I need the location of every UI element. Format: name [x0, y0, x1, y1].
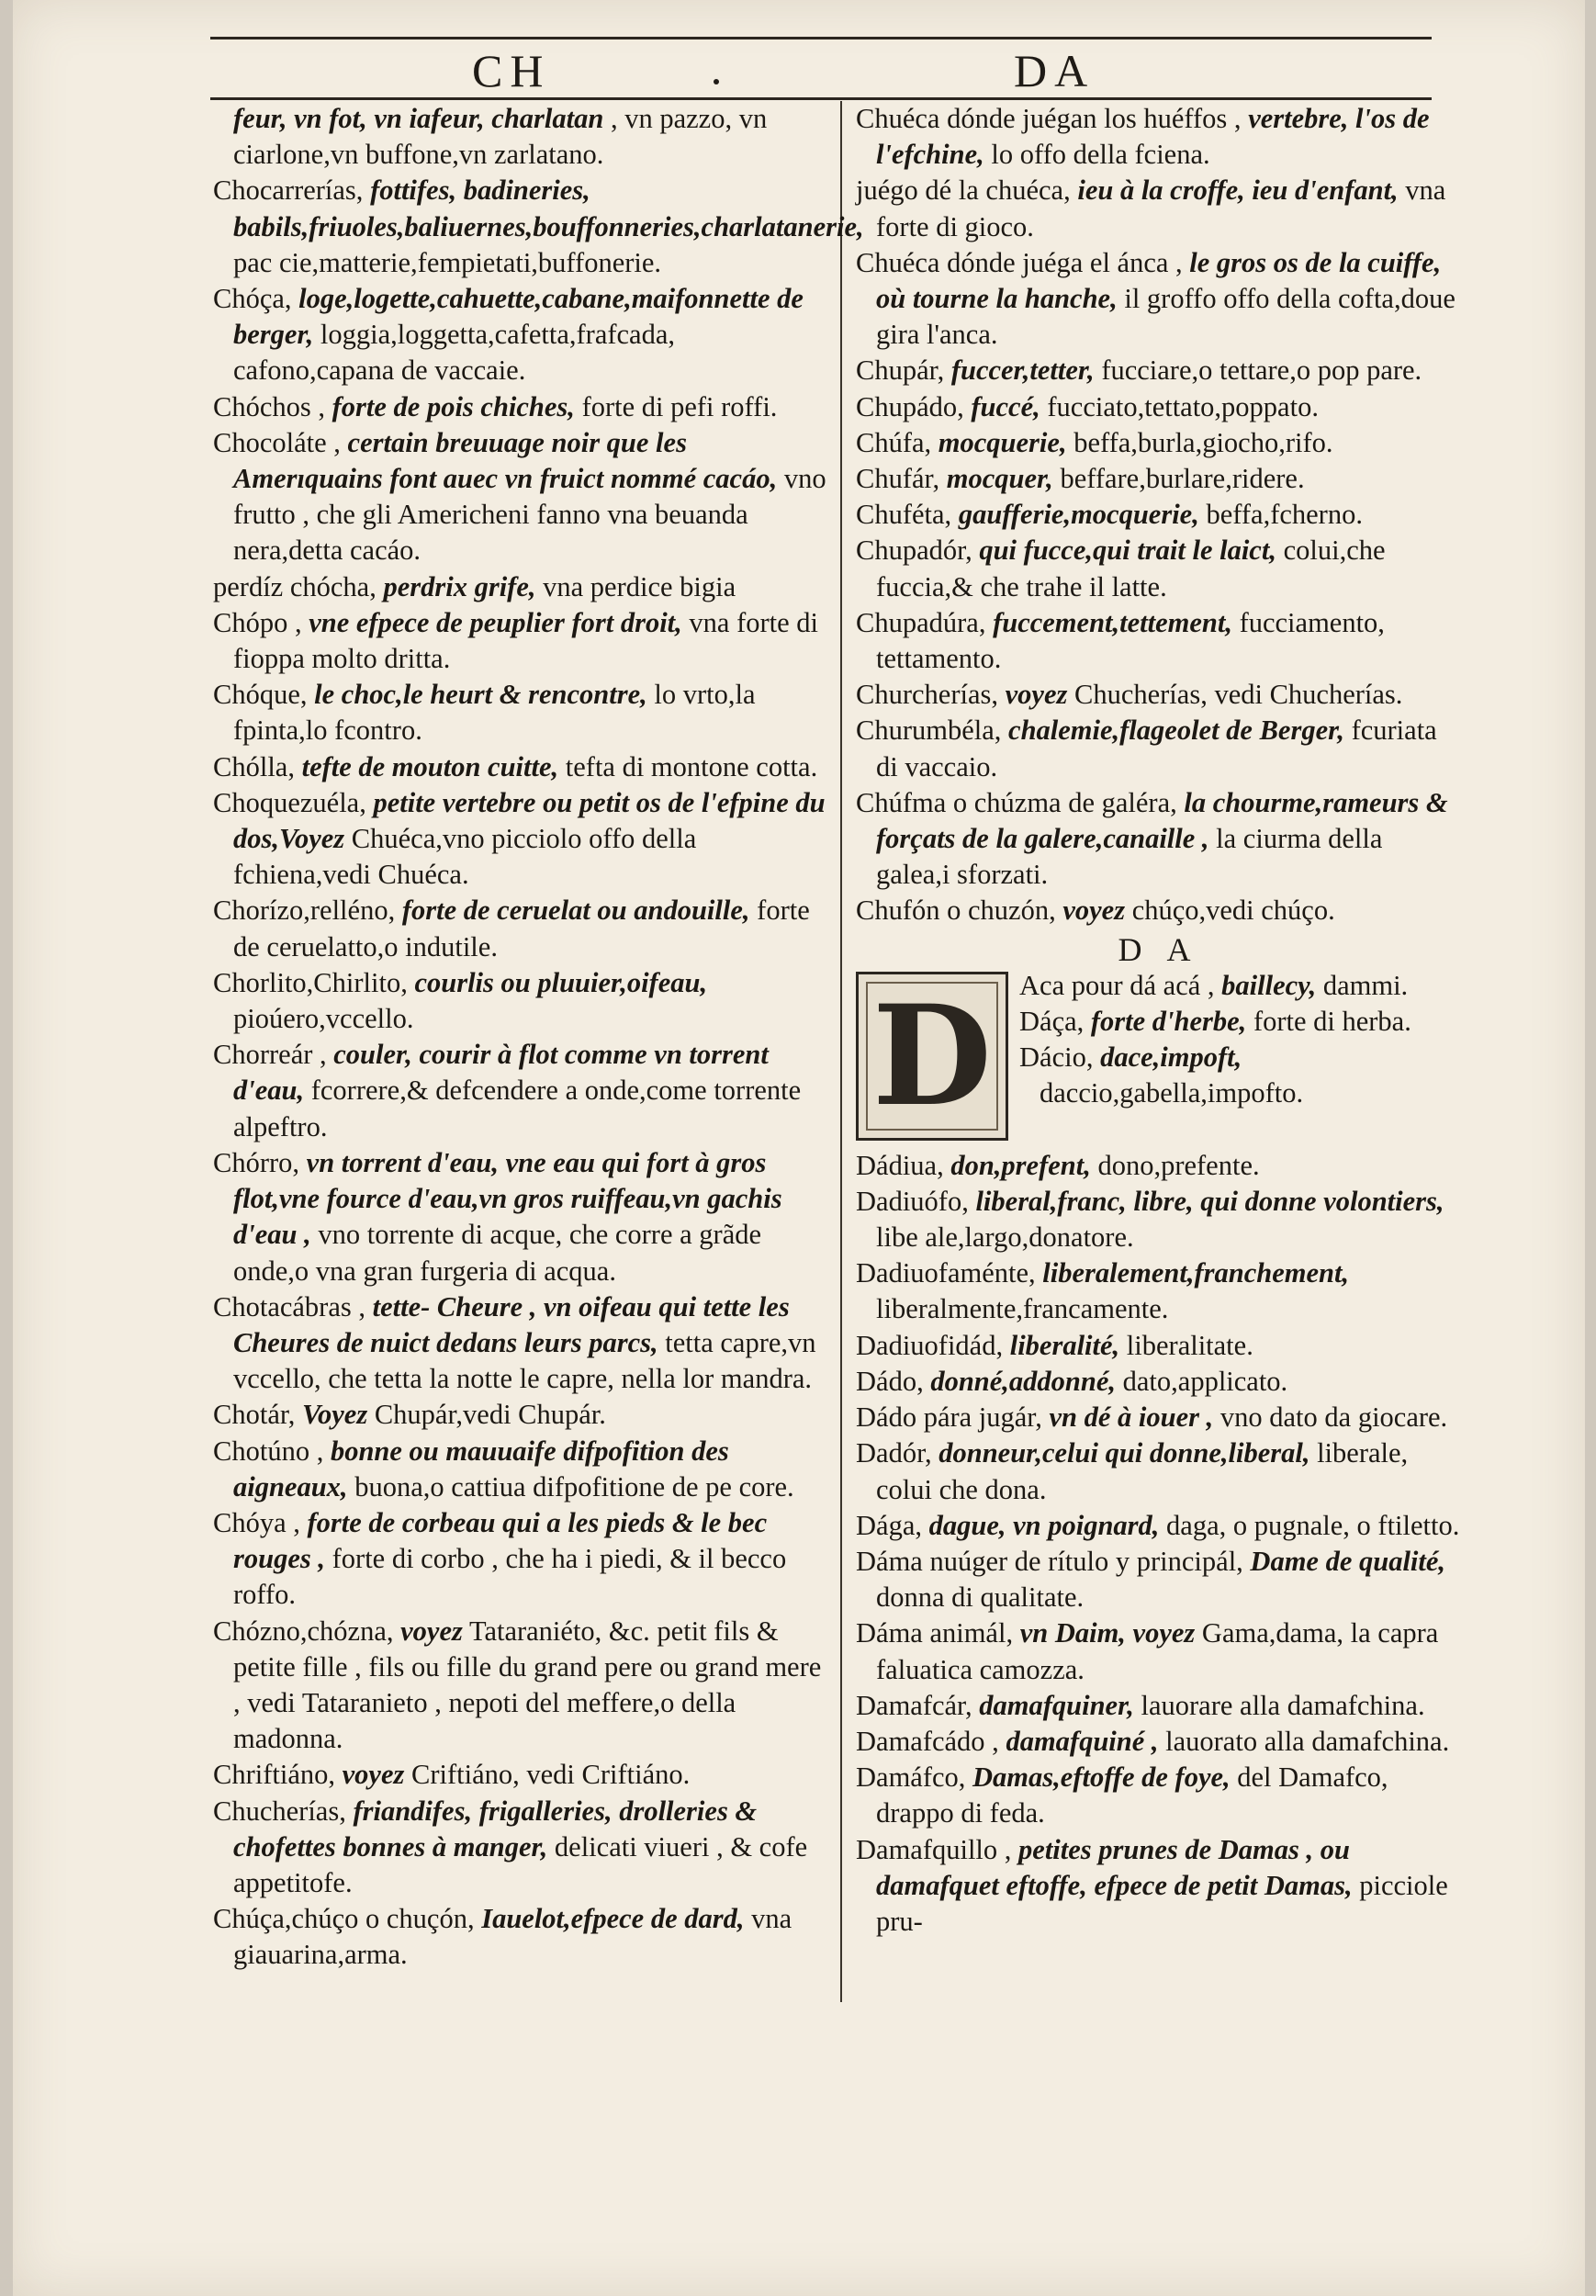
- entry-headword: Damafcár,: [856, 1689, 972, 1721]
- entry-headword: Chufár,: [856, 463, 940, 495]
- entry-headword: Aca pour dá acá ,: [1019, 969, 1215, 1001]
- dictionary-entry: [856, 677, 1462, 713]
- entry-headword: Chúfa,: [856, 426, 932, 458]
- entry-headword: Chólla,: [213, 750, 295, 782]
- entry-headword: Chupádo,: [856, 390, 964, 422]
- dictionary-entry: [213, 281, 826, 389]
- entry-headword: Dadiuofidád,: [856, 1329, 1004, 1361]
- dictionary-entry: [856, 245, 1462, 354]
- entry-headword: Chóchos ,: [213, 390, 325, 422]
- entry-french-gloss: voyez: [1005, 679, 1068, 711]
- entry-italian-gloss: vna forte di fioppa molto dritta.: [233, 606, 818, 675]
- entry-headword: Dácio,: [1019, 1041, 1094, 1074]
- dictionary-entry: [213, 389, 826, 425]
- dictionary-entry: [856, 1544, 1462, 1615]
- entry-french-gloss: petites prunes de Damas , ou damafquet eftoffe, efpece de petit Damas,: [876, 1833, 1353, 1901]
- dictionary-entry: [856, 785, 1462, 894]
- entry-french-gloss: donneur,celui qui donne,liberal,: [938, 1437, 1310, 1469]
- entry-french-gloss: fottifes, badineries, babils,friuoles,baliuernes,bouffonneries,charlatanerie,: [233, 174, 864, 242]
- entry-french-gloss: chalemie,flageolet de Berger,: [1008, 715, 1344, 747]
- dictionary-entry: [213, 1037, 826, 1145]
- dictionary-entry: [213, 893, 826, 964]
- dictionary-entry: [856, 1688, 1462, 1724]
- entry-italian-gloss: delicati viueri , & cofe appetitofe.: [233, 1830, 808, 1898]
- header-top-rule: [210, 37, 1432, 39]
- entry-headword: Chóça,: [213, 283, 292, 315]
- entry-french-gloss: mocquer,: [946, 463, 1053, 495]
- entry-french-gloss: vn Daim, voyez: [1019, 1617, 1196, 1649]
- entry-french-gloss: voyez: [342, 1759, 405, 1791]
- entry-italian-gloss: Chucherías, vedi Chucherías.: [1073, 679, 1403, 711]
- entry-italian-gloss: liberalmente,francamente.: [876, 1293, 1169, 1325]
- entry-headword: Dága,: [856, 1509, 922, 1541]
- entry-french-gloss: fuccé,: [971, 390, 1040, 422]
- entry-headword: Dáma nuúger de rítulo y principál,: [856, 1545, 1243, 1577]
- entry-italian-gloss: forte di pefi roffi.: [581, 390, 778, 422]
- entry-italian-gloss: Gama,dama, la capra faluatica camozza.: [876, 1617, 1439, 1685]
- dictionary-entry: [856, 497, 1462, 533]
- running-head-left: CH: [472, 45, 551, 96]
- entry-french-gloss: bonne ou mauuaife difpofition des aigneaux,: [233, 1435, 729, 1503]
- entry-italian-gloss: vno torrente di acque, che corre a grãde onde,o vna gran furgeria di acqua.: [233, 1219, 762, 1287]
- entry-french-gloss: ieu à la croffe, ieu d'enfant,: [1077, 174, 1399, 207]
- entry-italian-gloss: beffa,burla,giocho,rifo.: [1073, 426, 1333, 458]
- entry-french-gloss: baillecy,: [1221, 969, 1317, 1001]
- entry-headword: Chotacábras ,: [213, 1290, 365, 1322]
- entry-italian-gloss: lauorare alla damafchina.: [1141, 1689, 1425, 1721]
- entry-french-gloss: fuccer,tetter,: [950, 355, 1095, 387]
- dictionary-entry: [213, 1434, 826, 1505]
- left-column: [213, 101, 864, 1974]
- entry-italian-gloss: forte di corbo , che ha i piedi, & il becco roffo.: [233, 1543, 787, 1611]
- initial-ornament-frame: [866, 974, 998, 1137]
- entry-headword: Chóque,: [213, 679, 308, 711]
- dictionary-entry: [213, 1901, 826, 1973]
- entry-italian-gloss: colui,che fuccia,& che trahe il latte.: [876, 535, 1386, 602]
- entry-headword: Chorreár ,: [213, 1039, 327, 1071]
- entry-headword: juégo dé la chuéca,: [856, 174, 1071, 207]
- entry-italian-gloss: lo vrto,la fpinta,lo fcontro.: [233, 679, 756, 747]
- dictionary-entry: [213, 1757, 826, 1793]
- entry-french-gloss: fuccement,tettement,: [993, 606, 1232, 638]
- entry-headword: Chucherías,: [213, 1795, 346, 1827]
- entry-headword: Chúça,chúço o chuçón,: [213, 1903, 475, 1935]
- right-column: [856, 101, 1462, 1940]
- entry-french-gloss: gaufferie,mocquerie,: [958, 499, 1199, 531]
- entry-headword: perdíz chócha,: [213, 570, 377, 602]
- entry-french-gloss: damafquiner,: [979, 1689, 1134, 1721]
- drop-cap-entries: [1019, 968, 1462, 1112]
- entry-italian-gloss: daga, o pugnale, o ftiletto.: [1166, 1509, 1460, 1541]
- entry-french-gloss: feur, vn fot, vn iafeur, charlatan: [233, 103, 604, 134]
- dictionary-entry: [856, 1615, 1462, 1687]
- decorated-initial: [856, 972, 1008, 1141]
- entry-italian-gloss: il groffo offo della cofta,doue gira l'anca.: [876, 283, 1456, 351]
- entry-french-gloss: couler, courir à flot comme vn torrent d'eau,: [233, 1039, 769, 1107]
- entry-italian-gloss: liberale, colui che dona.: [876, 1437, 1409, 1505]
- dictionary-entry: [856, 713, 1462, 784]
- entry-headword: Damafcádo ,: [856, 1725, 999, 1757]
- initial-letter: D: [871, 974, 993, 1137]
- dictionary-entry: [856, 353, 1462, 388]
- entry-italian-gloss: liberalitate.: [1126, 1329, 1253, 1361]
- dictionary-entry: [856, 1760, 1462, 1831]
- section-title-da: D A: [1118, 930, 1200, 968]
- entry-italian-gloss: la ciurma della galea,i sforzati.: [876, 823, 1383, 891]
- dictionary-entry: [1019, 968, 1462, 1004]
- entry-italian-gloss: fucciamento, tettamento.: [876, 606, 1385, 675]
- entry-french-gloss: liberalité,: [1009, 1329, 1120, 1361]
- entry-headword: Damáfco,: [856, 1761, 966, 1794]
- entry-headword: Chorlito,Chirlito,: [213, 966, 408, 998]
- dictionary-entry: [213, 1505, 826, 1614]
- dictionary-entry: [1019, 1040, 1462, 1111]
- entry-french-gloss: la chourme,rameurs & forçats de la galere,canaille ,: [876, 786, 1448, 855]
- entry-italian-gloss: Chuéca,vno picciolo offo della fchiena,vedi Chuéca.: [233, 823, 697, 891]
- dictionary-entry: [856, 1364, 1462, 1400]
- dictionary-entry: [213, 569, 826, 605]
- dictionary-entry: [856, 1724, 1462, 1760]
- dictionary-entry: [856, 101, 1462, 173]
- entry-french-gloss: certain breuuage noir que les Amerıquains font auec vn fruict nommé cacáo,: [233, 426, 778, 495]
- entry-headword: Chriftiáno,: [213, 1759, 335, 1791]
- entry-french-gloss: Damas,eftoffe de foye,: [972, 1761, 1231, 1794]
- entry-french-gloss: vne efpece de peuplier fort droit,: [309, 606, 682, 638]
- entry-headword: Churumbéla,: [856, 715, 1002, 747]
- entry-french-gloss: courlis ou pluuier,oifeau,: [414, 966, 708, 998]
- dictionary-entry: [213, 173, 864, 281]
- dictionary-entry: [213, 965, 826, 1037]
- entry-french-gloss: mocquerie,: [938, 426, 1067, 458]
- entry-headword: Dadór,: [856, 1437, 932, 1469]
- entry-italian-gloss: lauorato alla damafchina.: [1165, 1725, 1450, 1757]
- entry-italian-gloss: donna di qualitate.: [876, 1581, 1085, 1614]
- entry-italian-gloss: dono,prefente.: [1097, 1149, 1260, 1181]
- entry-french-gloss: le choc,le heurt & rencontre,: [314, 679, 647, 711]
- entry-italian-gloss: vna giauarina,arma.: [233, 1903, 792, 1971]
- entry-italian-gloss: pioúero,vccello.: [233, 1003, 414, 1035]
- entry-headword: Chocarrerías,: [213, 174, 364, 207]
- entry-headword: Chúfma o chúzma de galéra,: [856, 786, 1177, 818]
- entry-italian-gloss: Tataraniéto, &c. petit fils & petite fille , fils ou fille du grand pere ou grand mere , vedi Tataranieto , nepoti del meffere,o della madonna.: [233, 1615, 822, 1755]
- drop-cap-block: [856, 968, 1462, 1148]
- entry-headword: Chuéca dónde juéga el ánca ,: [856, 246, 1183, 278]
- entry-italian-gloss: daccio,gabella,impofto.: [1040, 1077, 1304, 1109]
- entry-headword: Chupadór,: [856, 535, 972, 567]
- entry-headword: Chupár,: [856, 355, 945, 387]
- entry-italian-gloss: fcuriata di vaccaio.: [876, 715, 1437, 782]
- dictionary-entry: [856, 893, 1462, 929]
- dictionary-entry: [856, 1328, 1462, 1364]
- entry-italian-gloss: pac cie,matterie,fempietati,buffonerie.: [233, 246, 662, 278]
- dictionary-entry: [856, 1148, 1462, 1184]
- dictionary-entry: [213, 1289, 826, 1398]
- entry-italian-gloss: fucciato,tettato,poppato.: [1047, 390, 1319, 422]
- entry-headword: Chocoláte ,: [213, 426, 341, 458]
- entry-italian-gloss: del Damafco, drappo di feda.: [876, 1761, 1388, 1829]
- entry-french-gloss: Voyez: [302, 1399, 368, 1431]
- entry-french-gloss: donné,addonné,: [930, 1365, 1117, 1397]
- entry-italian-gloss: picciole pru-: [876, 1869, 1448, 1937]
- dictionary-entry: [856, 1508, 1462, 1544]
- entry-italian-gloss: vna perdice bigia: [543, 570, 736, 602]
- entry-italian-gloss: fucciare,o tettare,o pop pare.: [1101, 355, 1422, 387]
- page-header: [210, 26, 1432, 99]
- dictionary-entry: [856, 605, 1462, 677]
- entry-italian-gloss: forte de ceruelatto,o indutile.: [233, 895, 810, 962]
- entry-headword: Dádo,: [856, 1365, 924, 1397]
- entry-italian-gloss: vna forte di gioco.: [876, 174, 1446, 242]
- entry-italian-gloss: dato,applicato.: [1122, 1365, 1288, 1397]
- header-bottom-rule: [210, 97, 1432, 100]
- entry-french-gloss: vertebre, l'os de l'efchine,: [876, 103, 1430, 171]
- dictionary-entry: [856, 1435, 1462, 1507]
- dictionary-entry: [856, 1832, 1462, 1941]
- entry-headword: Chotár,: [213, 1399, 296, 1431]
- entry-french-gloss: perdrix grife,: [383, 570, 536, 602]
- entry-headword: Dadiuofaménte,: [856, 1257, 1036, 1289]
- dictionary-entry: [856, 533, 1462, 604]
- dictionary-entry: [856, 1400, 1462, 1435]
- dictionary-entry: [213, 1397, 826, 1433]
- dictionary-entry: [856, 173, 1462, 244]
- entry-italian-gloss: chúço,vedi chúço.: [1131, 895, 1335, 927]
- dictionary-entry: [213, 749, 826, 785]
- entry-french-gloss: damafquiné ,: [1006, 1725, 1159, 1757]
- entry-italian-gloss: dammi.: [1322, 969, 1409, 1001]
- entry-headword: Chóya ,: [213, 1506, 300, 1538]
- entry-headword: Chufón o chuzón,: [856, 895, 1056, 927]
- header-center-dot: [714, 79, 719, 84]
- entry-french-gloss: forte de corbeau qui a les pieds & le bec rouges ,: [233, 1506, 768, 1575]
- entry-italian-gloss: beffare,burlare,ridere.: [1060, 463, 1305, 495]
- dictionary-entry: [213, 101, 826, 173]
- dictionary-entry: [213, 1794, 826, 1902]
- entry-headword: Chópo ,: [213, 606, 302, 638]
- entry-french-gloss: tette- Cheure , vn oifeau qui tette les Cheures de nuict dedans leurs parcs,: [233, 1290, 790, 1358]
- entry-french-gloss: loge,logette,cahuette,cabane,maifonnette de berger,: [233, 283, 804, 351]
- entry-french-gloss: don,prefent,: [950, 1149, 1091, 1181]
- entry-french-gloss: liberalement,franchement,: [1042, 1257, 1350, 1289]
- entry-headword: Chupadúra,: [856, 606, 986, 638]
- entry-french-gloss: petite vertebre ou petit os de l'efpine du dos,Voyez: [233, 786, 826, 855]
- entry-headword: Chorízo,relléno,: [213, 895, 396, 927]
- dictionary-entry: [856, 1255, 1462, 1327]
- entry-italian-gloss: Chupár,vedi Chupár.: [374, 1399, 606, 1431]
- dictionary-entry: [856, 461, 1462, 497]
- entry-headword: Damafquillo ,: [856, 1833, 1012, 1865]
- entry-french-gloss: le gros os de la cuiffe, où tourne la hanche,: [876, 246, 1442, 315]
- entry-headword: Dádo pára jugár,: [856, 1401, 1042, 1434]
- entry-french-gloss: qui fucce,qui trait le laict,: [979, 535, 1276, 567]
- entry-headword: Chuéca dónde juégan los huéffos ,: [856, 103, 1242, 134]
- entry-french-gloss: forte de ceruelat ou andouille,: [401, 895, 750, 927]
- entry-italian-gloss: vno frutto , che gli Americheni fanno vna beuanda nera,detta cacáo.: [233, 463, 826, 567]
- dictionary-entry: [213, 1145, 826, 1289]
- entry-headword: Chotúno ,: [213, 1435, 324, 1467]
- entry-italian-gloss: tefta di montone cotta.: [565, 750, 818, 782]
- entry-headword: Churcherías,: [856, 679, 998, 711]
- entry-french-gloss: vn torrent d'eau, vne eau qui fort à gros flot,vne fource d'eau,vn gros ruiffeau,vn gachis d'eau ,: [233, 1146, 782, 1251]
- entry-headword: Dáma animál,: [856, 1617, 1014, 1649]
- dictionary-entry: [213, 785, 826, 894]
- entry-italian-gloss: Criftiáno, vedi Criftiáno.: [410, 1759, 691, 1791]
- entry-headword: Dáça,: [1019, 1005, 1085, 1037]
- dictionary-page: [13, 0, 1585, 2296]
- entry-italian-gloss: loggia,loggetta,cafetta,frafcada, cafono,capana de vaccaie.: [233, 319, 675, 387]
- entry-french-gloss: voyez: [400, 1615, 463, 1647]
- entry-italian-gloss: vno dato da giocare.: [1219, 1401, 1448, 1434]
- entry-french-gloss: friandifes, frigalleries, drolleries & chofettes bonnes à manger,: [233, 1795, 758, 1863]
- entry-italian-gloss: beffa,fcherno.: [1206, 499, 1363, 531]
- entry-italian-gloss: buona,o cattiua difpofitione de pe core.: [354, 1470, 794, 1503]
- dictionary-entry: [213, 605, 826, 677]
- entry-headword: Dádiua,: [856, 1149, 944, 1181]
- entry-french-gloss: voyez: [1062, 895, 1126, 927]
- dictionary-entry: [213, 425, 826, 569]
- running-head-right: DA: [1014, 45, 1096, 96]
- entry-french-gloss: tefte de mouton cuitte,: [301, 750, 559, 782]
- entry-italian-gloss: libe ale,largo,donatore.: [876, 1221, 1134, 1254]
- entry-headword: Dadiuófo,: [856, 1185, 969, 1217]
- entry-french-gloss: liberal,franc, libre, qui donne volontiers,: [975, 1185, 1444, 1217]
- entry-headword: Chuféta,: [856, 499, 952, 531]
- entry-french-gloss: dague, vn poignard,: [928, 1509, 1160, 1541]
- entry-french-gloss: vn dé à iouer ,: [1049, 1401, 1214, 1434]
- right-column-ch-entries: [856, 101, 1462, 929]
- entry-italian-gloss: fcorrere,& defcendere a onde,come torrente alpeftro.: [233, 1075, 802, 1142]
- dictionary-entry: [213, 1614, 826, 1758]
- entry-french-gloss: Dame de qualité,: [1250, 1545, 1446, 1577]
- column-divider: [840, 101, 842, 2002]
- dictionary-entry: [856, 425, 1462, 461]
- dictionary-entry: [856, 389, 1462, 425]
- dictionary-entry: [1019, 1004, 1462, 1040]
- dictionary-entry: [213, 677, 826, 748]
- entry-italian-gloss: tetta capre,vn vccello, che tetta la notte le capre, nella lor mandra.: [233, 1326, 816, 1395]
- entry-headword: Chózno,chózna,: [213, 1615, 394, 1647]
- entry-french-gloss: forte de pois chiches,: [332, 390, 575, 422]
- right-column-da-entries: [856, 1148, 1462, 1940]
- dictionary-entry: [856, 1184, 1462, 1255]
- entry-french-gloss: forte d'herbe,: [1090, 1005, 1247, 1037]
- entry-french-gloss: Iauelot,efpece de dard,: [481, 1903, 745, 1935]
- entry-italian-gloss: , vn pazzo, vn ciarlone,vn buffone,vn zarlatano.: [233, 103, 768, 171]
- entry-french-gloss: dace,impoft,: [1100, 1041, 1242, 1074]
- entry-headword: Choquezuéla,: [213, 786, 366, 818]
- entry-italian-gloss: lo offo della fciena.: [991, 139, 1210, 171]
- entry-italian-gloss: forte di herba.: [1253, 1005, 1411, 1037]
- entry-headword: Chórro,: [213, 1146, 300, 1178]
